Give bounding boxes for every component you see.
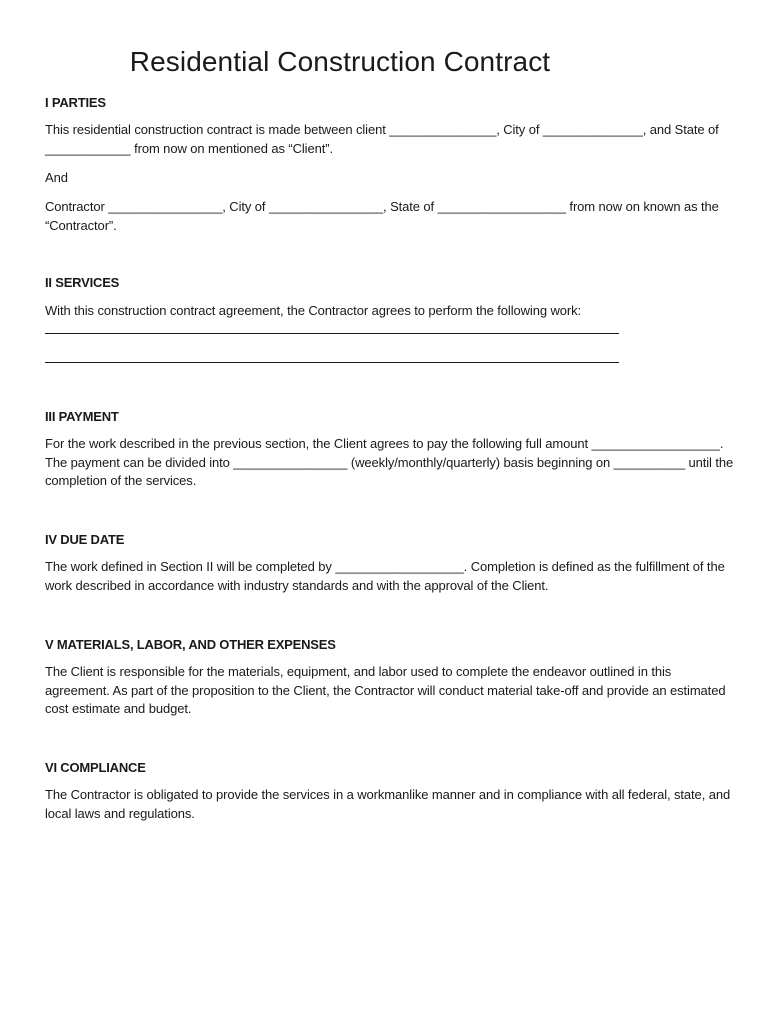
- section-heading-materials: V MATERIALS, LABOR, AND OTHER EXPENSES: [45, 637, 336, 652]
- compliance-clause: The Contractor is obligated to provide the services in a workmanlike manner and in compliance with all federal, state, and local laws and regulations.: [45, 787, 731, 821]
- materials-clause: The Client is responsible for the materials, equipment, and labor used to complete the endeavor outlined in this agreement. As part of the proposition to the Client, the Contractor will conduct material take-off and provide an estimated cost estimate and budget.: [45, 664, 726, 716]
- parties-clause-contractor: Contractor ________________, City of ________________, State of __________________ from now on known as the “Contractor”.: [45, 199, 719, 233]
- services-clause: With this construction contract agreement, the Contractor agrees to perform the following work:: [45, 303, 582, 318]
- section-heading-payment: III PAYMENT: [45, 409, 119, 424]
- section-heading-due-date: IV DUE DATE: [45, 532, 125, 547]
- payment-clause: For the work described in the previous section, the Client agrees to pay the following full amount __________________. The payment can be divided into ________________ (weekly/monthly/quarterly) basis beginning on __________ until the completion of the services.: [45, 436, 734, 488]
- section-heading-services: II SERVICES: [45, 275, 120, 290]
- parties-clause-client: This residential construction contract is made between client _______________, City of ______________, and State of ____________ from now on mentioned as “Client”.: [45, 122, 719, 156]
- document-title: Residential Construction Contract: [129, 46, 551, 77]
- section-heading-parties: I PARTIES: [45, 95, 106, 110]
- services-blank-line-2: [45, 362, 619, 363]
- due-date-clause: The work defined in Section II will be completed by __________________. Completion is defined as the fulfillment of the work described in accordance with industry standards and with the approval of the Client.: [45, 559, 725, 593]
- parties-clause-and: And: [45, 170, 68, 185]
- section-heading-compliance: VI COMPLIANCE: [45, 760, 146, 775]
- services-blank-line-1: [45, 333, 619, 334]
